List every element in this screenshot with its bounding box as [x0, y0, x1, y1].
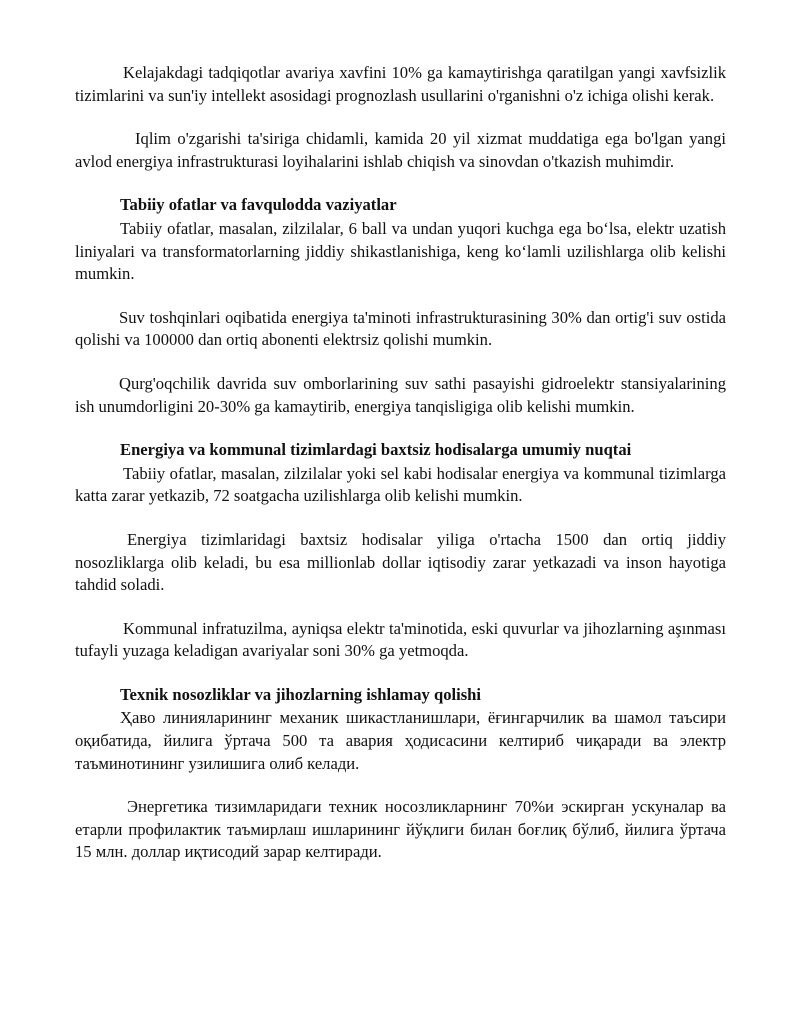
section-heading-technical-faults: Texnik nosozliklar va jihozlarning ishlamay qolishi [120, 684, 482, 704]
section-heading-natural-disasters: Tabiiy ofatlar va favqulodda vaziyatlar [120, 195, 397, 215]
section2-paragraph-3: Kommunal infratuzilma, ayniqsa elektr ta'minotida, eski quvurlar va jihozlarning aşınması tufayli yuzaga keladigan avariyalar soni 30% ga yetmoqda. [75, 618, 726, 661]
intro-paragraph-1: Kelajakdagi tadqiqotlar avariya xavfini 10% ga kamaytirishga qaratilgan yangi xavfsizlik tizimlarini va sun'iy intellekt asosidagi prognozlash usullarini o'rganishni o'z ichiga olishi kerak. [75, 63, 726, 105]
section1-paragraph-1: Tabiiy ofatlar, masalan, zilzilalar, 6 ball va undan yuqori kuchga ega boʻlsa, elektr uzatish liniyalari va transformatorlarning jiddiy shikastlanishiga, keng koʻlamli uzilishlarga olib kelishi mumkin. [75, 218, 726, 284]
document-page [75, 62, 726, 885]
section1-paragraph-2: Suv toshqinlari oqibatida energiya ta'minoti infrastrukturasining 30% dan ortig'i suv ostida qolishi va 100000 dan ortiq abonenti elektrsiz qolishi mumkin. [75, 307, 726, 350]
section3-paragraph-2: Энергетика тизимларидаги техник носозликларнинг 70%и эскирган ускуналар ва етарли профилактик таъмирлаш ишларининг йўқлиги билан боғлиқ бўлиб, йилига ўртача 15 млн. доллар иқтисодий зарар келтиради. [75, 797, 726, 862]
section1-paragraph-3: Qurg'oqchilik davrida suv omborlarining suv sathi pasayishi gidroelektr stansiyalarining ish unumdorligini 20-30% ga kamaytirib, energiya tanqisligiga olib kelishi mumkin. [75, 373, 726, 416]
section3-paragraph-1: Ҳаво линияларининг механик шикастланишлари, ёғингарчилик ва шамол таъсири оқибатида, йилига ўртача 500 та авария ҳодисасини келтириб чиқаради ва электр таъминотининг узилишига олиб келади. [75, 708, 726, 773]
section-heading-energy-accidents: Energiya va kommunal tizimlardagi baxtsiz hodisalarga umumiy nuqtai [120, 440, 632, 460]
section2-paragraph-1: Tabiiy ofatlar, masalan, zilzilalar yoki sel kabi hodisalar energiya va kommunal tizimlarga katta zarar yetkazib, 72 soatgacha uzilishlarga olib kelishi mumkin. [75, 463, 726, 506]
section2-paragraph-2: Energiya tizimlaridagi baxtsiz hodisalar yiliga o'rtacha 1500 dan ortiq jiddiy nosozliklarga olib keladi, bu esa millionlab dollar iqtisodiy zarar yetkazadi va inson hayotiga tahdid soladi. [75, 529, 726, 595]
intro-paragraph-2: Iqlim o'zgarishi ta'siriga chidamli, kamida 20 yil xizmat muddatiga ega bo'lgan yangi avlod energiya infrastrukturasi loyihalarini ishlab chiqish va sinovdan o'tkazish muhimdir. [75, 129, 726, 171]
